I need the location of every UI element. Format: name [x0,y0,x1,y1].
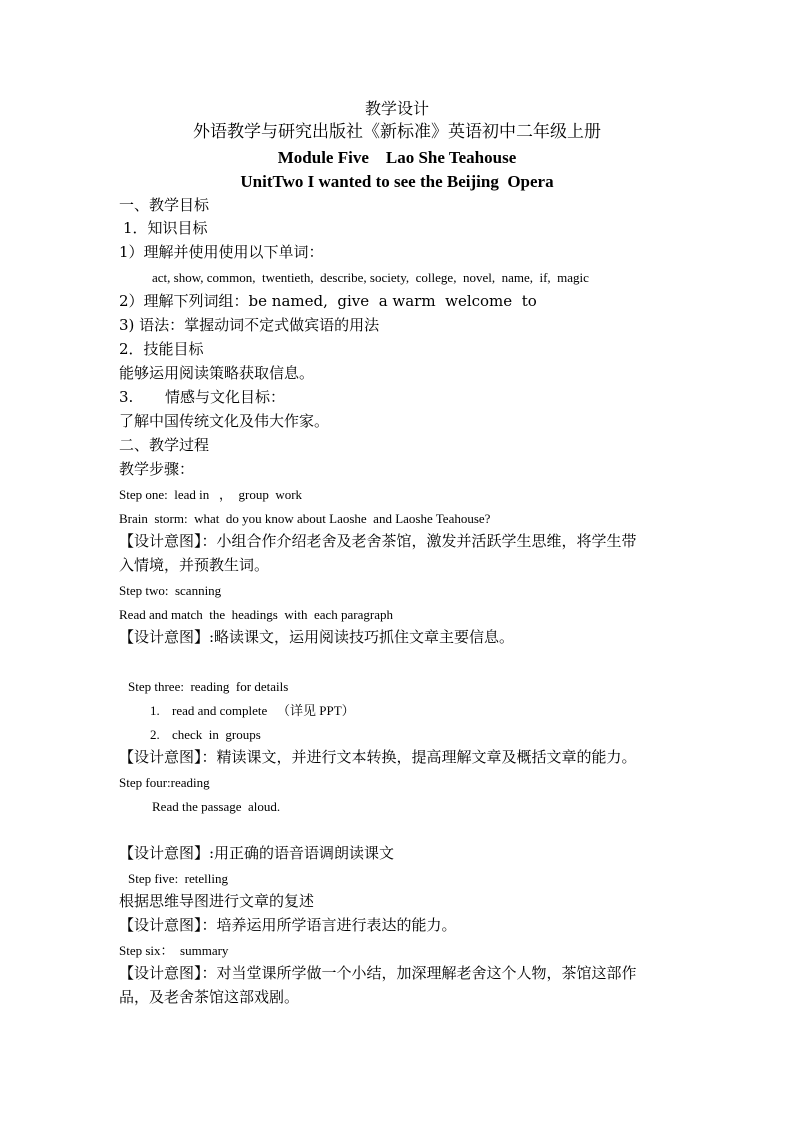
unit-line: UnitTwo I wanted to see the Beijing Opera [240,172,554,191]
intent-1-line-1: 【设计意图】：小组合作介绍老舍及老舍茶馆，激发并活跃学生思维，将学生带 [119,532,637,550]
process-heading: 二、教学过程 [119,436,210,454]
intent-5: 【设计意图】：培养运用所学语言进行表达的能力。 [119,916,457,934]
knowledge-heading: 1．知识目标 [123,219,208,237]
skills-text: 能够运用阅读策略获取信息。 [119,364,315,382]
step-three: Step three: reading for details [128,679,289,694]
intent-4: 【设计意图】:用正确的语音语调朗读课文 [119,844,395,862]
intent-1-line-2: 入情境，并预教生词。 [119,556,270,574]
knowledge-item-2: 2）理解下列词组：be named, give a warm welcome to [119,292,537,310]
step-three-item-2: check in groups [172,727,261,742]
step-one: Step one: lead in ， group work [119,487,303,502]
intent-6-line-1: 【设计意图】：对当堂课所学做一个小结，加深理解老舍这个人物，茶馆这部作 [119,964,637,982]
step-three-item-1: read and complete （详见 PPT） [172,703,355,718]
step-two: Step two: scanning [119,583,222,598]
step-six: Step six： summary [119,943,229,958]
step-three-item-2-number: 2. [150,727,160,742]
step-one-text: Brain storm: what do you know about Laoshe and Laoshe Teahouse? [119,511,491,526]
skills-heading: 2．技能目标 [119,340,204,358]
step-four-text: Read the passage aloud. [152,799,281,814]
knowledge-item-1: 1）理解并使用使用以下单词： [119,243,324,261]
emotion-number: 3. [119,388,134,406]
module-line: Module Five Lao She Teahouse [277,148,517,167]
vocabulary-words: act, show, common, twentieth, describe, society, college, novel, name, if, magic [152,270,589,285]
knowledge-item-3: 3) 语法：掌握动词不定式做宾语的用法 [119,316,380,334]
document-title: 教学设计 [364,99,429,118]
step-three-item-1-number: 1. [150,703,160,718]
step-five-text: 根据思维导图进行文章的复述 [119,892,315,910]
step-five: Step five: retelling [128,871,229,886]
intent-3: 【设计意图】：精读课文，并进行文本转换，提高理解文章及概括文章的能力。 [119,748,637,766]
publisher-line: 外语教学与研究出版社《新标准》英语初中二年级上册 [193,122,601,142]
steps-label: 教学步骤： [119,460,195,478]
step-four: Step four:reading [119,775,210,790]
step-two-text: Read and match the headings with each paragraph [119,607,393,622]
intent-6-line-2: 品，及老舍茶馆这部戏剧。 [119,988,300,1006]
intent-2: 【设计意图】:略读课文，运用阅读技巧抓住文章主要信息。 [119,628,515,646]
objectives-heading: 一、教学目标 [119,196,210,214]
emotion-text: 了解中国传统文化及伟大作家。 [119,412,330,430]
emotion-heading: 情感与文化目标： [165,388,286,406]
